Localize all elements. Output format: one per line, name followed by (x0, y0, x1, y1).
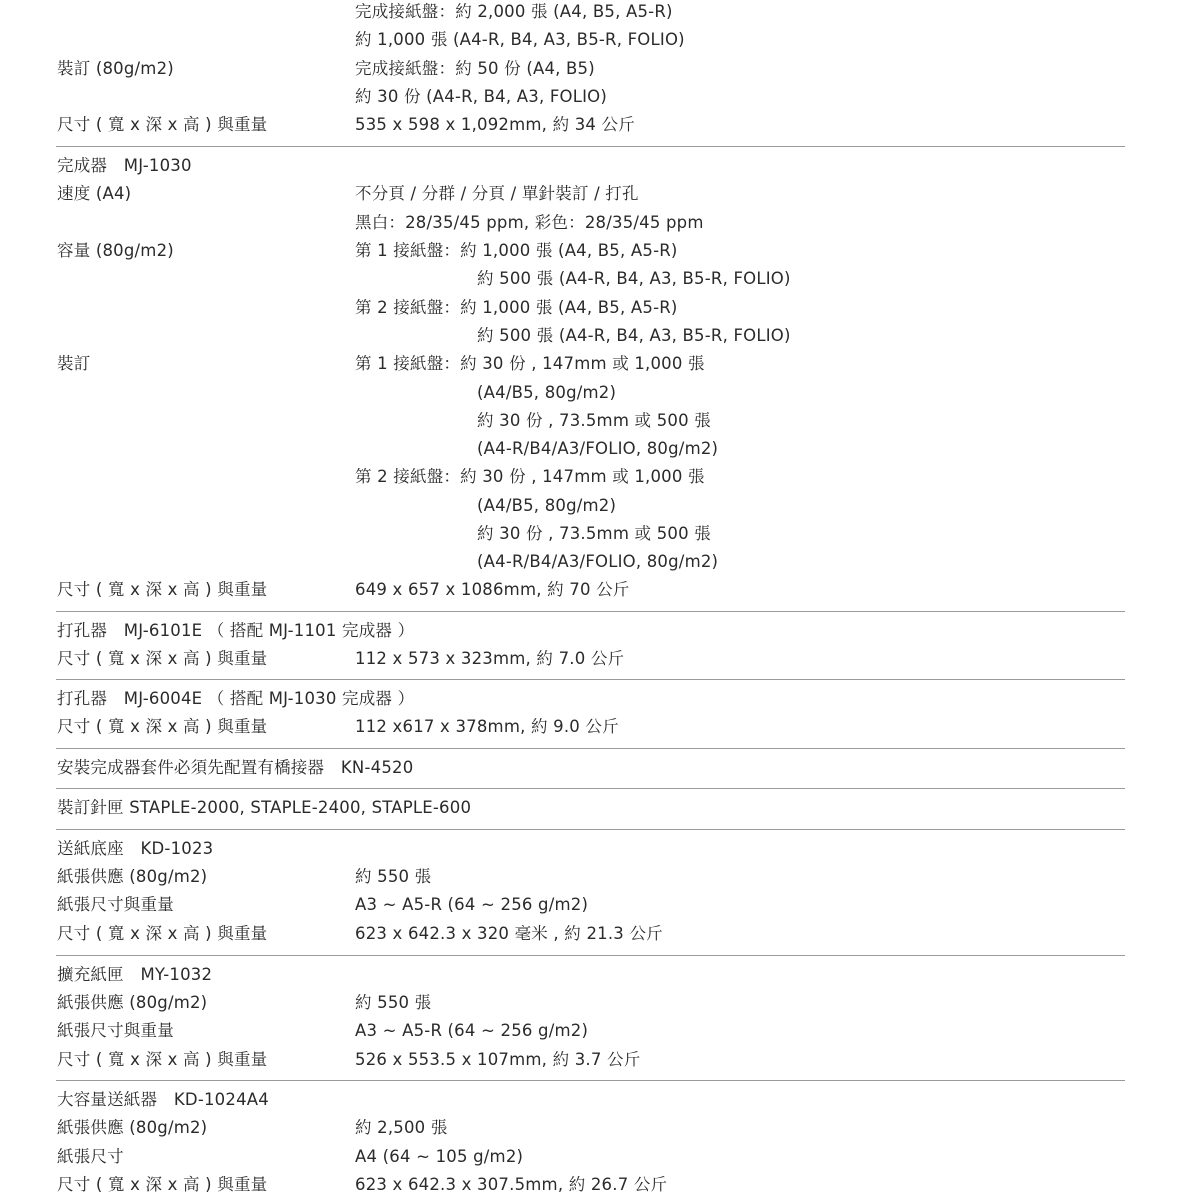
section-title: 打孔器 MJ-6101E （ 搭配 MJ-1101 完成器 ） (57, 621, 415, 640)
speed-value-line-1: 不分頁 / 分群 / 分頁 / 單針裝訂 / 打孔 (355, 184, 639, 203)
binding-label: 裝訂 (57, 354, 91, 373)
tray2-capacity-line-2: 約 500 張 (A4-R, B4, A3, B5-R, FOLIO) (477, 326, 791, 345)
section-divider (56, 748, 1125, 749)
size-weight-value: 112 x 573 x 323mm, 約 7.0 公斤 (355, 649, 625, 668)
paper-size-value: A3 ~ A5-R (64 ~ 256 g/m2) (355, 1021, 589, 1040)
bridge-unit-note: 安裝完成器套件必須先配置有橋接器 KN-4520 (57, 758, 414, 777)
tray-capacity-line-1: 完成接紙盤：約 2,000 張 (A4, B5, A5-R) (355, 2, 673, 21)
size-weight-label: 尺寸 ( 寬 x 深 x 高 ) 與重量 (57, 649, 268, 668)
binding-value-line-1: 完成接紙盤：約 50 份 (A4, B5) (355, 59, 595, 78)
tray-capacity-line-2: 約 1,000 張 (A4-R, B4, A3, B5-R, FOLIO) (355, 30, 685, 49)
speed-value-line-2: 黑白：28/35/45 ppm, 彩色：28/35/45 ppm (355, 213, 704, 232)
tray2-capacity-line-1: 第 2 接紙盤：約 1,000 張 (A4, B5, A5-R) (355, 298, 678, 317)
section-title: 送紙底座 KD-1023 (57, 839, 214, 858)
tray2-binding-line-2: (A4/B5, 80g/m2) (477, 496, 617, 515)
paper-size-value: A4 (64 ~ 105 g/m2) (355, 1147, 524, 1166)
size-weight-label: 尺寸 ( 寬 x 深 x 高 ) 與重量 (57, 115, 268, 134)
size-weight-value: 112 x617 x 378mm, 約 9.0 公斤 (355, 717, 619, 736)
section-title: 完成器 MJ-1030 (57, 156, 192, 175)
tray1-capacity-line-1: 第 1 接紙盤：約 1,000 張 (A4, B5, A5-R) (355, 241, 678, 260)
tray1-binding-line-1: 第 1 接紙盤：約 30 份 , 147mm 或 1,000 張 (355, 354, 705, 373)
paper-size-label: 紙張尺寸 (57, 1147, 124, 1166)
size-weight-value: 535 x 598 x 1,092mm, 約 34 公斤 (355, 115, 635, 134)
tray2-binding-line-1: 第 2 接紙盤：約 30 份 , 147mm 或 1,000 張 (355, 467, 705, 486)
tray1-binding-line-3: 約 30 份 , 73.5mm 或 500 張 (477, 411, 711, 430)
staple-cartridge-note: 裝訂針匣 STAPLE-2000, STAPLE-2400, STAPLE-600 (57, 798, 472, 817)
size-weight-value: 623 x 642.3 x 320 毫米 , 約 21.3 公斤 (355, 924, 663, 943)
paper-supply-value: 約 550 張 (355, 867, 432, 886)
size-weight-value: 649 x 657 x 1086mm, 約 70 公斤 (355, 580, 630, 599)
tray2-binding-line-3: 約 30 份 , 73.5mm 或 500 張 (477, 524, 711, 543)
section-divider (56, 788, 1125, 789)
section-divider (56, 611, 1125, 612)
section-divider (56, 829, 1125, 830)
paper-supply-value: 約 550 張 (355, 993, 432, 1012)
size-weight-label: 尺寸 ( 寬 x 深 x 高 ) 與重量 (57, 1050, 268, 1069)
capacity-label: 容量 (80g/m2) (57, 241, 174, 260)
paper-size-label: 紙張尺寸與重量 (57, 895, 174, 914)
size-weight-label: 尺寸 ( 寬 x 深 x 高 ) 與重量 (57, 717, 268, 736)
paper-supply-label: 紙張供應 (80g/m2) (57, 867, 208, 886)
paper-size-label: 紙張尺寸與重量 (57, 1021, 174, 1040)
paper-supply-label: 紙張供應 (80g/m2) (57, 1118, 208, 1137)
speed-label: 速度 (A4) (57, 184, 132, 203)
tray1-capacity-line-2: 約 500 張 (A4-R, B4, A3, B5-R, FOLIO) (477, 269, 791, 288)
section-divider (56, 146, 1125, 147)
tray2-binding-line-4: (A4-R/B4/A3/FOLIO, 80g/m2) (477, 552, 719, 571)
section-divider (56, 679, 1125, 680)
size-weight-value: 623 x 642.3 x 307.5mm, 約 26.7 公斤 (355, 1175, 668, 1194)
tray1-binding-line-4: (A4-R/B4/A3/FOLIO, 80g/m2) (477, 439, 719, 458)
size-weight-value: 526 x 553.5 x 107mm, 約 3.7 公斤 (355, 1050, 641, 1069)
section-title: 打孔器 MJ-6004E （ 搭配 MJ-1030 完成器 ） (57, 689, 415, 708)
tray1-binding-line-2: (A4/B5, 80g/m2) (477, 383, 617, 402)
binding-label: 裝訂 (80g/m2) (57, 59, 174, 78)
section-title: 擴充紙匣 MY-1032 (57, 965, 213, 984)
binding-value-line-2: 約 30 份 (A4-R, B4, A3, FOLIO) (355, 87, 608, 106)
section-divider (56, 1080, 1125, 1081)
section-divider (56, 955, 1125, 956)
section-title: 大容量送紙器 KD-1024A4 (57, 1090, 269, 1109)
paper-supply-label: 紙張供應 (80g/m2) (57, 993, 208, 1012)
paper-supply-value: 約 2,500 張 (355, 1118, 448, 1137)
size-weight-label: 尺寸 ( 寬 x 深 x 高 ) 與重量 (57, 1175, 268, 1194)
size-weight-label: 尺寸 ( 寬 x 深 x 高 ) 與重量 (57, 580, 268, 599)
size-weight-label: 尺寸 ( 寬 x 深 x 高 ) 與重量 (57, 924, 268, 943)
paper-size-value: A3 ~ A5-R (64 ~ 256 g/m2) (355, 895, 589, 914)
